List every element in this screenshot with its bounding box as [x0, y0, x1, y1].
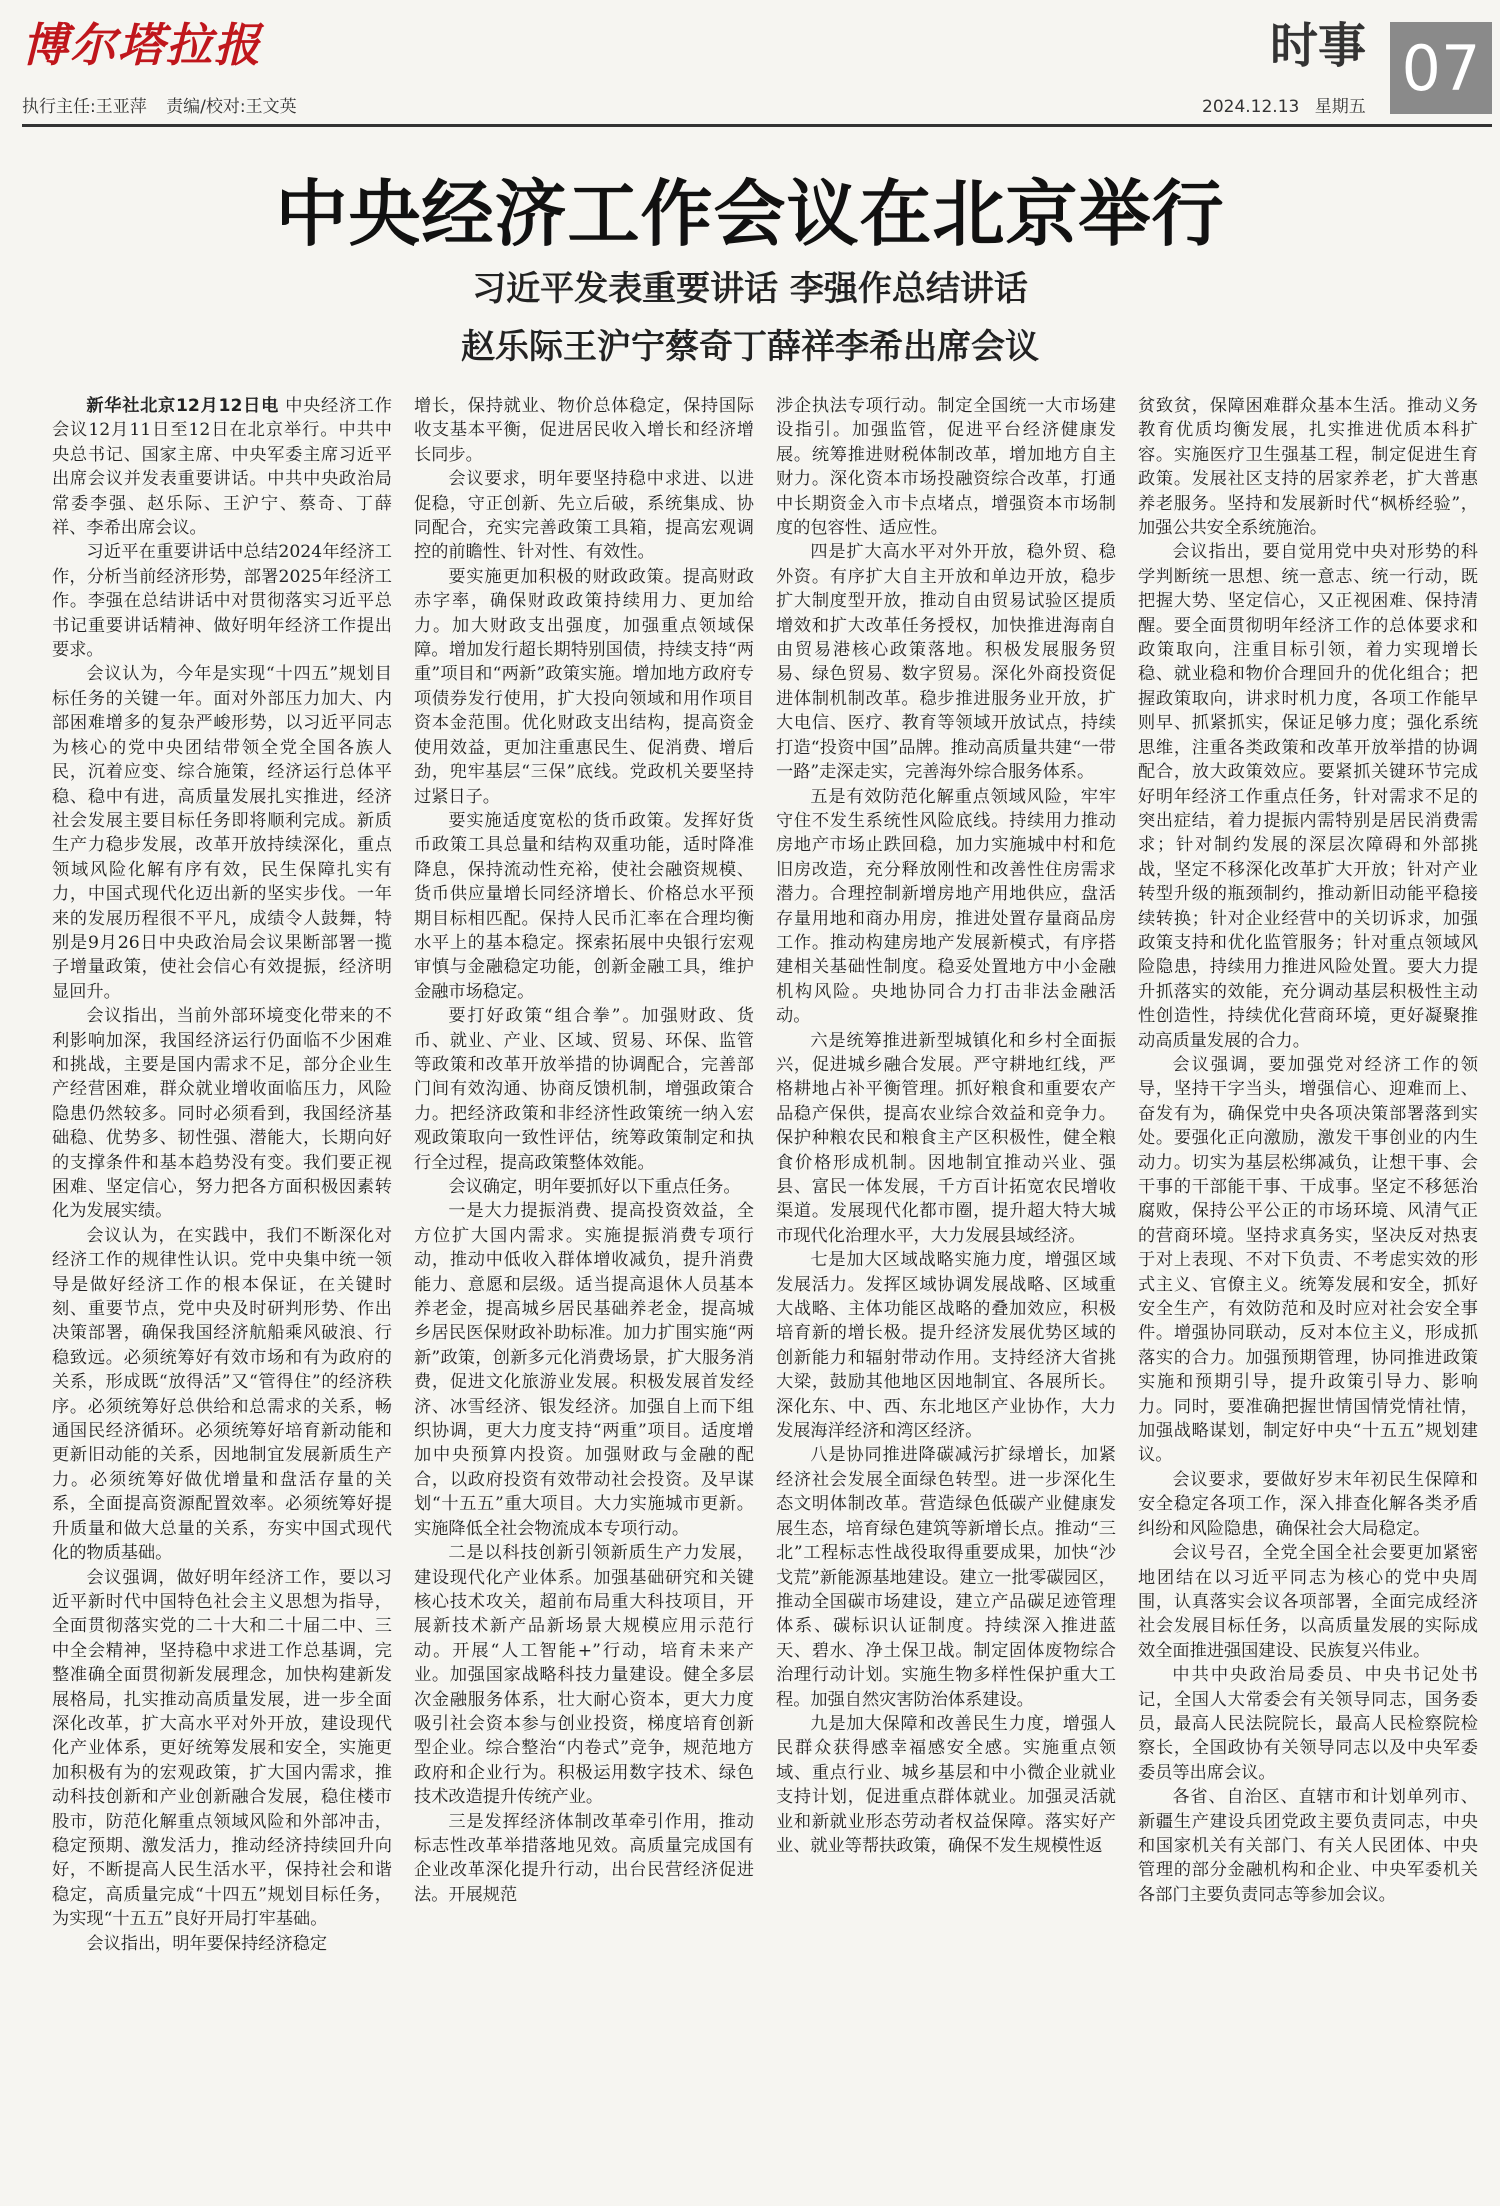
article-column-4: [1138, 394, 1478, 2194]
article-column-3: [776, 394, 1116, 2194]
issue-date: 2024.12.13 星期五: [1202, 97, 1366, 117]
article-column-1: [52, 394, 392, 2194]
article-subhead-1: 习近平发表重要讲话 李强作总结讲话: [472, 269, 1028, 309]
article-paragraph: 八是协同推进降碳减污扩绿增长，加紧经济社会发展全面绿色转型。进一步深化生态文明体制改革。营造绿色低碳产业健康发展生态，培育绿色建筑等新增长点。推动“三北”工程标志性战役取得重要成果，加快“沙戈荒”新能源基地建设。建立一批零碳园区，推动全国碳市场建设，建立产品碳足迹管理体系、碳标识认证制度。持续深入推进蓝天、碧水、净土保卫战。制定固体废物综合治理行动计划。实施生物多样性保护重大工程。加强自然灾害防治体系建设。: [776, 1445, 1116, 1710]
article-paragraph: 七是加大区域战略实施力度，增强区域发展活力。发挥区域协调发展战略、区域重大战略、主体功能区战略的叠加效应，积极培育新的增长极。提升经济发展优势区域的创新能力和辐射带动作用。支持经济大省挑大梁，鼓励其他地区因地制宜、各展所长。深化东、中、西、东北地区产业协作，大力发展海洋经济和湾区经济。: [776, 1250, 1116, 1442]
article-paragraph: 贫致贫，保障困难群众基本生活。推动义务教育优质均衡发展，扎实推进优质本科扩容。实施医疗卫生强基工程，制定促进生育政策。发展社区支持的居家养老，扩大普惠养老服务。坚持和发展新时代“枫桥经验”，加强公共安全系统施治。: [1138, 396, 1478, 539]
article-paragraph: 要实施更加积极的财政政策。提高财政赤字率，确保财政政策持续用力、更加给力。加大财政支出强度，加强重点领域保障。增加发行超长期特别国债，持续支持“两重”项目和“两新”政策实施。增加地方政府专项债券发行使用，扩大投向领域和用作项目资本金范围。优化财政支出结构，提高资金使用效益，更加注重惠民生、促消费、增后劲，兜牢基层“三保”底线。党政机关要坚持过紧日子。: [414, 566, 754, 807]
newspaper-logo: 博尔塔拉报: [22, 18, 262, 72]
article-subhead-2: 赵乐际王沪宁蔡奇丁薛祥李希出席会议: [461, 327, 1039, 367]
article-paragraph: 会议指出，明年要保持经济稳定: [86, 1933, 328, 1954]
article-paragraph: 各省、自治区、直辖市和计划单列市、新疆生产建设兵团党政主要负责同志，中央和国家机关有关部门、有关人民团体、中央管理的部分金融机构和企业、中央军委机关各部门主要负责同志等参加会议。: [1138, 1787, 1478, 1905]
page-number-badge: 07: [1390, 22, 1492, 114]
section-name: 时事: [1270, 18, 1367, 74]
article-paragraph: 会议要求，要做好岁末年初民生保障和安全稳定各项工作，深入排查化解各类矛盾纠纷和风险隐患，确保社会大局稳定。: [1138, 1469, 1478, 1539]
article-headline: 中央经济工作会议在北京举行: [275, 172, 1225, 256]
paragraph-text: 中央经济工作会议12月11日至12日在北京举行。中共中央总书记、国家主席、中央军委主席习近平出席会议并发表重要讲话。中共中央政治局常委李强、赵乐际、王沪宁、蔡奇、丁薛祥、李希出席会议。: [52, 396, 392, 539]
article-paragraph: 九是加大保障和改善民生力度，增强人民群众获得感幸福感安全感。实施重点领域、重点行业、城乡基层和中小微企业就业支持计划，促进重点群体就业。加强灵活就业和新就业形态劳动者权益保障。落实好产业、就业等帮扶政策，确保不发生规模性返: [776, 1713, 1116, 1856]
article-paragraph: 五是有效防范化解重点领域风险，牢牢守住不发生系统性风险底线。持续用力推动房地产市场止跌回稳，加力实施城中村和危旧房改造，充分释放刚性和改善性住房需求潜力。合理控制新增房地产用地供应，盘活存量用地和商办用房，推进处置存量商品房工作。推动构建房地产发展新模式，有序搭建相关基础性制度。稳妥处置地方中小金融机构风险。央地协同合力打击非法金融活动。: [776, 786, 1116, 1027]
article-paragraph: 三是发挥经济体制改革牵引作用，推动标志性改革举措落地见效。高质量完成国有企业改革深化提升行动，出台民营经济促进法。开展规范: [414, 1811, 754, 1905]
article-paragraph: 要实施适度宽松的货币政策。发挥好货币政策工具总量和结构双重功能，适时降准降息，保持流动性充裕，使社会融资规模、货币供应量增长同经济增长、价格总水平预期目标相匹配。保持人民币汇率在合理均衡水平上的基本稳定。探索拓展中央银行宏观审慎与金融稳定功能，创新金融工具，维护金融市场稳定。: [414, 810, 754, 1002]
article-paragraph: 二是以科技创新引领新质生产力发展，建设现代化产业体系。加强基础研究和关键核心技术攻关，超前布局重大科技项目，开展新技术新产品新场景大规模应用示范行动。开展“人工智能+”行动，培育未来产业。加强国家战略科技力量建设。健全多层次金融服务体系，壮大耐心资本，更大力度吸引社会资本参与创业投资，梯度培育创新型企业。综合整治“内卷式”竞争，规范地方政府和企业行为。积极运用数字技术、绿色技术改造提升传统产业。: [414, 1543, 754, 1808]
article-column-2: [414, 394, 754, 2194]
article-paragraph: 四是扩大高水平对外开放，稳外贸、稳外资。有序扩大自主开放和单边开放，稳步扩大制度型开放，推动自由贸易试验区提质增效和扩大改革任务授权，加快推进海南自由贸易港核心政策落地。积极发展服务贸易、绿色贸易、数字贸易。深化外商投资促进体制机制改革。稳步推进服务业开放，扩大电信、医疗、教育等领域开放试点，持续打造“投资中国”品牌。推动高质量共建“一带一路”走深走实，完善海外综合服务体系。: [776, 542, 1116, 783]
article-paragraph: [52, 394, 392, 540]
article-paragraph: 中共中央政治局委员、中央书记处书记，全国人大常委会有关领导同志，国务委员，最高人民法院院长，最高人民检察院检察长，全国政协有关领导同志以及中央军委委员等出席会议。: [1138, 1665, 1478, 1783]
article-paragraph: 会议号召，全党全国全社会要更加紧密地团结在以习近平同志为核心的党中央周围，认真落实会议各项部署，全面完成经济社会发展目标任务，以高质量发展的实际成效全面推进强国建设、民族复兴伟业。: [1138, 1543, 1478, 1661]
masthead-rule: [22, 124, 1492, 127]
article-paragraph: 会议确定，明年要抓好以下重点任务。: [448, 1177, 741, 1197]
article-paragraph: 一是大力提振消费、提高投资效益，全方位扩大国内需求。实施提振消费专项行动，推动中低收入群体增收减负，提升消费能力、意愿和层级。适当提高退休人员基本养老金，提高城乡居民基础养老金，提高城乡居民医保财政补助标准。加力扩围实施“两新”政策，创新多元化消费场景，扩大服务消费，促进文化旅游业发展。积极发展首发经济、冰雪经济、银发经济。加强自上而下组织协调，更大力度支持“两重”项目。适度增加中央预算内投资。加强财政与金融的配合，以政府投资有效带动社会投资。及早谋划“十五五”重大项目。大力实施城市更新。实施降低全社会物流成本专项行动。: [414, 1201, 754, 1539]
editor-credits: 执行主任:王亚萍 责编/校对:王文英: [22, 97, 297, 117]
article-paragraph: 会议指出，要自觉用党中央对形势的科学判断统一思想、统一意志、统一行动，既把握大势、坚定信心，又正视困难、保持清醒。要全面贯彻明年经济工作的总体要求和政策取向，注重目标引领，着力实现增长稳、就业稳和物价合理回升的优化组合；把握政策取向，讲求时机力度，各项工作能早则早、抓紧抓实，保证足够力度；强化系统思维，注重各类政策和改革开放举措的协调配合，放大政策效应。要紧抓关键环节完成好明年经济工作重点任务，针对需求不足的突出症结，着力提振内需特别是居民消费需求；针对制约发展的深层次障碍和外部挑战，坚定不移深化改革扩大开放；针对产业转型升级的瓶颈制约，推动新旧动能平稳接续转换；针对企业经营中的关切诉求，加强政策支持和优化监管服务；针对重点领域风险隐患，持续用力推进风险处置。要大力提升抓落实的效能，充分调动基层积极性主动性创造性，持续优化营商环境，更好凝聚推动高质量发展的合力。: [1138, 542, 1478, 1051]
article-paragraph: 要打好政策“组合拳”。加强财政、货币、就业、产业、区域、贸易、环保、监管等政策和改革开放举措的协调配合，完善部门间有效沟通、协商反馈机制，增强政策合力。把经济政策和非经济性政策统一纳入宏观政策取向一致性评估，统筹政策制定和执行全过程，提高政策整体效能。: [414, 1006, 754, 1173]
article-paragraph: 会议认为，在实践中，我们不断深化对经济工作的规律性认识。党中央集中统一领导是做好经济工作的根本保证，在关键时刻、重要节点，党中央及时研判形势、作出决策部署，确保我国经济航船乘风破浪、行稳致远。必须统筹好有效市场和有为政府的关系，形成既“放得活”又“管得住”的经济秩序。必须统筹好总供给和总需求的关系，畅通国民经济循环。必须统筹好培育新动能和更新旧动能的关系，因地制宜发展新质生产力。必须统筹好做优增量和盘活存量的关系，全面提高资源配置效率。必须统筹好提升质量和做大总量的关系，夯实中国式现代化的物质基础。: [52, 1225, 392, 1564]
article-paragraph: 增长，保持就业、物价总体稳定，保持国际收支基本平衡，促进居民收入增长和经济增长同步。: [414, 396, 754, 465]
article-paragraph: 会议认为，今年是实现“十四五”规划目标任务的关键一年。面对外部压力加大、内部困难增多的复杂严峻形势，以习近平同志为核心的党中央团结带领全党全国各族人民，沉着应变、综合施策，经济运行总体平稳、稳中有进，高质量发展扎实推进，经济社会发展主要目标任务即将顺利完成。新质生产力稳步发展，改革开放持续深化，重点领域风险化解有序有效，民生保障扎实有力，中国式现代化迈出新的坚实步伐。一年来的发展历程很不平凡，成绩令人鼓舞，特别是9月26日中央政治局会议果断部署一揽子增量政策，使社会信心有效提振，经济明显回升。: [52, 664, 392, 1002]
article-paragraph: 六是统筹推进新型城镇化和乡村全面振兴，促进城乡融合发展。严守耕地红线，严格耕地占补平衡管理。抓好粮食和重要农产品稳产保供，提高农业综合效益和竞争力。保护种粮农民和粮食主产区积极性，健全粮食价格形成机制。因地制宜推动兴业、强县、富民一体发展，千方百计拓宽农民增收渠道。发展现代化都市圈，提升超大特大城市现代化治理水平，大力发展县域经济。: [776, 1030, 1116, 1246]
article-paragraph: 会议指出，当前外部环境变化带来的不利影响加深，我国经济运行仍面临不少困难和挑战，主要是国内需求不足，部分企业生产经营困难，群众就业增收面临压力，风险隐患仍然较多。同时必须看到，我国经济基础稳、优势多、韧性强、潜能大，长期向好的支撑条件和基本趋势没有变。我们要正视困难、坚定信心，努力把各方面积极因素转化为发展实绩。: [52, 1006, 392, 1222]
article-paragraph: 会议要求，明年要坚持稳中求进、以进促稳，守正创新、先立后破，系统集成、协同配合，充实完善政策工具箱，提高宏观调控的前瞻性、针对性、有效性。: [414, 469, 754, 563]
article-paragraph: 涉企执法专项行动。制定全国统一大市场建设指引。加强监管，促进平台经济健康发展。统筹推进财税体制改革，增加地方自主财力。深化资本市场投融资综合改革，打通中长期资金入市卡点堵点，增强资本市场制度的包容性、适应性。: [776, 396, 1116, 539]
article-paragraph: 会议强调，做好明年经济工作，要以习近平新时代中国特色社会主义思想为指导，全面贯彻落实党的二十大和二十届二中、三中全会精神，坚持稳中求进工作总基调，完整准确全面贯彻新发展理念，加快构建新发展格局，扎实推动高质量发展，进一步全面深化改革，扩大高水平对外开放，建设现代化产业体系，更好统筹发展和安全，实施更加积极有为的宏观政策，扩大国内需求，推动科技创新和产业创新融合发展，稳住楼市股市，防范化解重点领域风险和外部冲击，稳定预期、激发活力，推动经济持续回升向好，不断提高人民生活水平，保持社会和谐稳定，高质量完成“十四五”规划目标任务，为实现“十五五”良好开局打牢基础。: [52, 1567, 392, 1930]
article-paragraph: 会议强调，要加强党对经济工作的领导，坚持干字当头，增强信心、迎难而上、奋发有为，确保党中央各项决策部署落到实处。要强化正向激励，激发干事创业的内生动力。切实为基层松绑减负，让想干事、会干事的干部能干事、干成事。坚定不移惩治腐败，保持公平公正的市场环境、风清气正的营商环境。坚持求真务实，坚决反对热衷于对上表现、不对下负责、不考虑实效的形式主义、官僚主义。统筹发展和安全，抓好安全生产，有效防范和及时应对社会安全事件。增强协同联动，反对本位主义，形成抓落实的合力。加强预期管理，协同推进政策实施和预期引导，提升政策引导力、影响力。同时，要准确把握世情国情党情社情，加强战略谋划，制定好中央“十五五”规划建议。: [1138, 1054, 1478, 1466]
dateline: 新华社北京12月12日电: [86, 396, 280, 416]
article-paragraph: 习近平在重要讲话中总结2024年经济工作，分析当前经济形势，部署2025年经济工作。李强在总结讲话中对贯彻落实习近平总书记重要讲话精神、做好明年经济工作提出要求。: [52, 542, 392, 661]
